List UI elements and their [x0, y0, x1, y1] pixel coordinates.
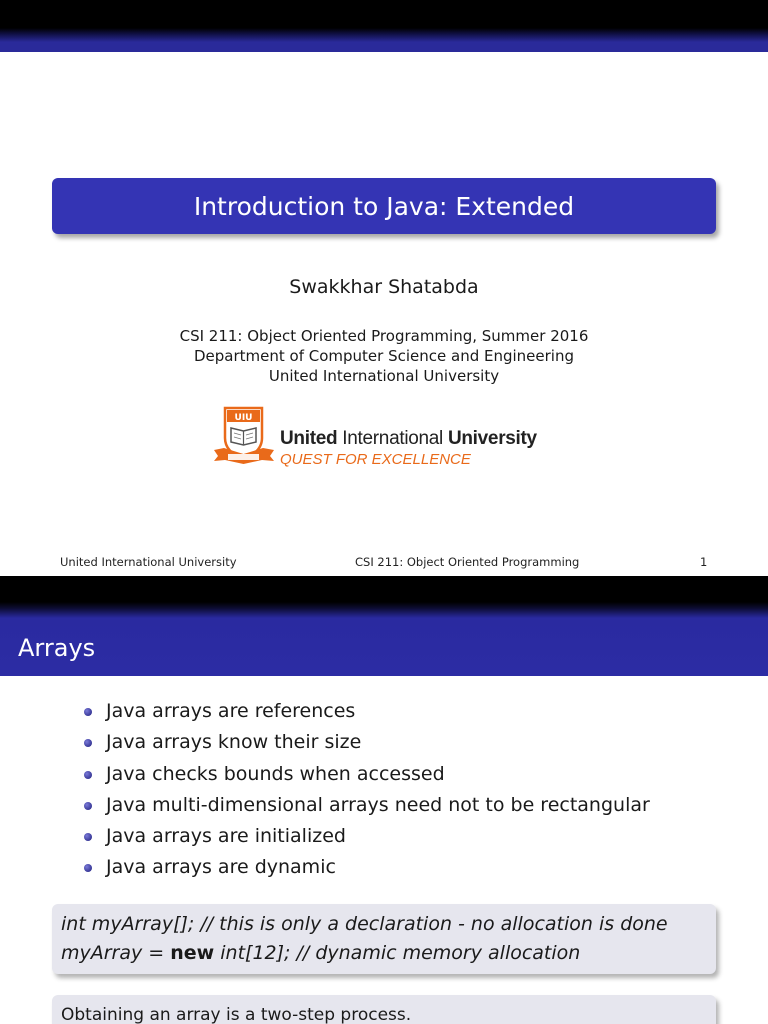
- bullet-icon: [84, 802, 92, 810]
- logo-name-united: United: [280, 428, 338, 449]
- logo-name-university: University: [447, 428, 537, 449]
- bullet-text: Java arrays are initialized: [106, 825, 346, 848]
- course-line: CSI 211: Object Oriented Programming, Summer 2016: [179, 327, 589, 345]
- code-line2-prefix: myArray =: [61, 942, 171, 964]
- university-logo: [212, 404, 552, 468]
- note-text: Obtaining an array is a two-step process.: [61, 1005, 412, 1024]
- presentation-title: Introduction to Java: Extended: [193, 191, 575, 221]
- bullet-icon: [84, 708, 92, 716]
- bullet-icon: [84, 771, 92, 779]
- department-line: Department of Computer Science and Engineering: [193, 347, 574, 365]
- logo-name-international: International: [337, 428, 448, 449]
- logo-tagline: QUEST FOR EXCELLENCE: [280, 451, 471, 468]
- code-keyword-new: new: [170, 942, 215, 964]
- bullet-text: Java checks bounds when accessed: [106, 762, 445, 785]
- university-emblem-icon: [212, 404, 278, 466]
- bullet-icon: [84, 864, 92, 872]
- bullet-icon: [84, 833, 92, 841]
- slide-title: Arrays: [18, 634, 96, 662]
- university-line: United International University: [268, 367, 500, 385]
- bullet-text: Java arrays are dynamic: [106, 856, 336, 879]
- emblem-text: UIU: [234, 413, 253, 423]
- code-line2-suffix: int[12]; // dynamic memory allocation: [214, 942, 581, 964]
- bullet-text: Java multi-dimensional arrays need not to be rectangular: [106, 793, 650, 816]
- list-item: [84, 698, 650, 729]
- list-item: [84, 823, 650, 854]
- header-band: [0, 0, 768, 52]
- footer-page-number: 1: [700, 555, 708, 569]
- list-item: [84, 792, 650, 823]
- code-line-allocation: [61, 939, 707, 968]
- bullet-text: Java arrays know their size: [106, 731, 362, 754]
- list-item: [84, 854, 650, 885]
- slide-header-band: [0, 576, 768, 676]
- footer-institution: United International University: [60, 555, 237, 569]
- bullet-text: Java arrays are references: [106, 700, 356, 722]
- list-item: [84, 761, 650, 792]
- footer-course: CSI 211: Object Oriented Programming: [355, 555, 580, 569]
- code-line-declaration: int myArray[]; // this is only a declaration - no allocation is done: [61, 913, 668, 935]
- bullet-icon: [84, 739, 92, 747]
- institution-block: [0, 326, 768, 386]
- arrays-slide: [0, 576, 768, 1024]
- list-item: [84, 729, 650, 760]
- code-example-box: [52, 904, 716, 974]
- bullet-list: [84, 698, 650, 886]
- logo-university-name: [280, 428, 537, 450]
- note-box: [52, 995, 716, 1024]
- title-box: [52, 178, 716, 234]
- author-name: Swakkhar Shatabda: [289, 276, 479, 298]
